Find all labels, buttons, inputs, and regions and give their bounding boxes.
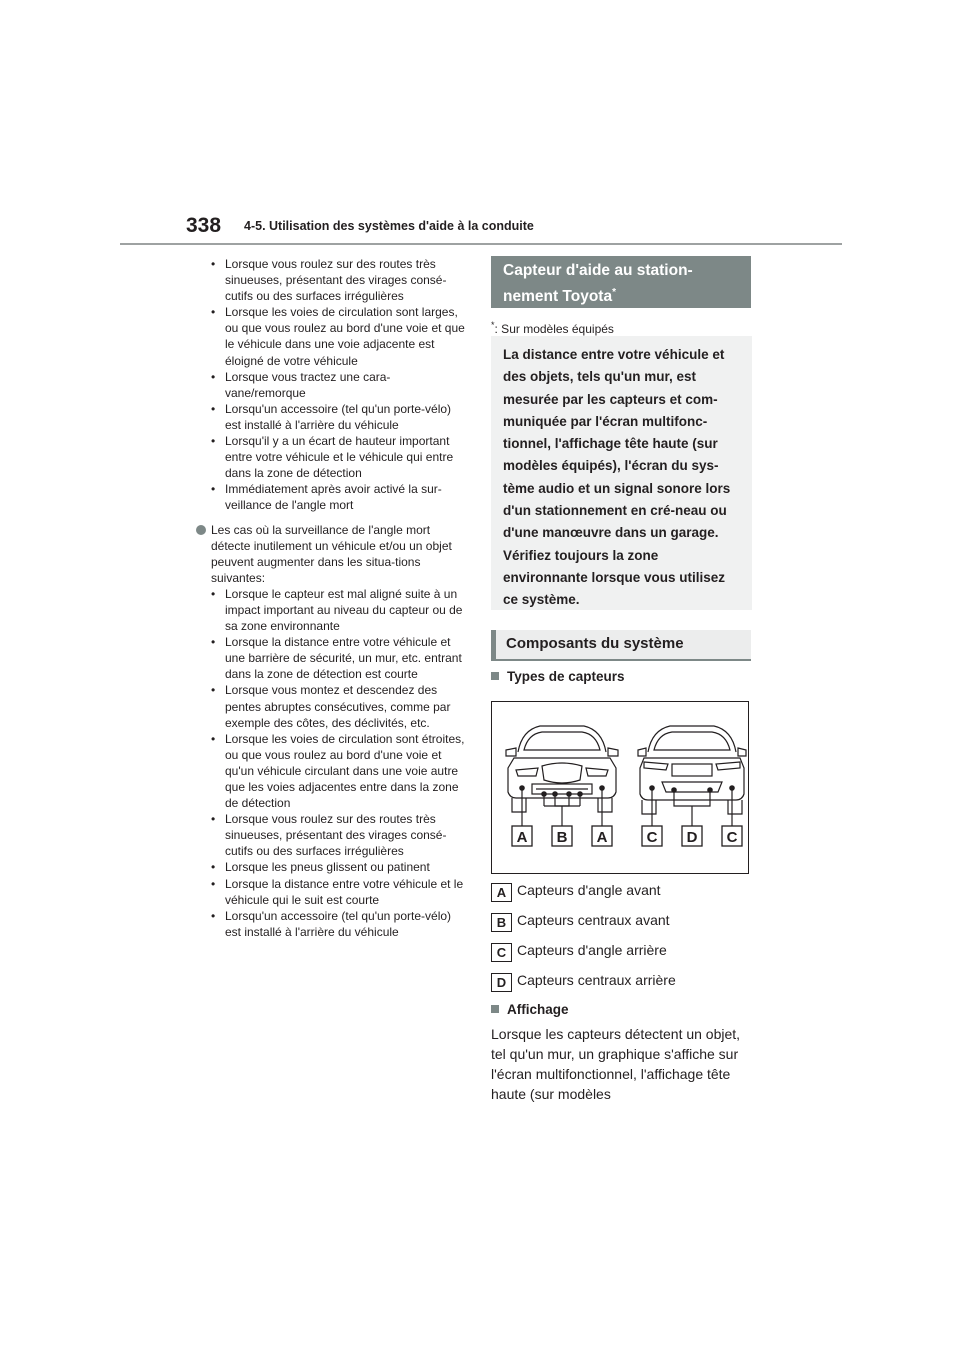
legend-item-c xyxy=(491,942,667,962)
legend-key: C xyxy=(491,943,512,962)
list-item: • Lorsque vous roulez sur des routes très sinueuses, présentant des virages consé-cutifs ou des surfaces irrégulières xyxy=(211,811,469,859)
circle-bullet-icon xyxy=(196,525,206,535)
figure-label-c-right xyxy=(722,826,742,846)
footnote-mark: * xyxy=(491,320,495,330)
legend-text: Capteurs centraux avant xyxy=(517,912,670,928)
list-item: • Immédiatement après avoir activé la sur-veillance de l'angle mort xyxy=(211,481,469,513)
display-paragraph: Lorsque les capteurs détectent un objet, tel qu'un mur, un graphique s'affiche sur l'écran multifonctionnel, l'affichage tête haute (sur modèles xyxy=(491,1026,741,1102)
legend-item-d xyxy=(491,972,676,992)
left-column xyxy=(211,256,469,940)
components-heading: Composants du système xyxy=(491,630,751,661)
legend-key: A xyxy=(491,883,512,902)
car-illustration xyxy=(492,702,748,873)
figure-label: C xyxy=(646,829,658,846)
page-number: 338 xyxy=(186,214,222,237)
summary-box: La distance entre votre véhicule et des objets, tels qu'un mur, est mesurée par les capteurs et com-muniquée par l'écran multifonc-tionnel, l'affichage tête haute (sur modèles équipés), l'écran du sys-tème audio et un signal sonore lors d'un stationnement en cré-neau ou d'une manœuvre dans un garage. Vérifiez toujours la zone environnante lorsque vous utilisez ce système. xyxy=(491,336,752,610)
figure-label: B xyxy=(556,829,568,846)
figure-label-a-left xyxy=(512,826,532,846)
legend-key: B xyxy=(491,913,512,932)
header-rule xyxy=(120,243,842,245)
display-label: Affichage xyxy=(507,1002,569,1017)
list-item: • Lorsque vous tractez une cara-vane/remorque xyxy=(211,369,469,401)
list-item: • Lorsque vous montez et descendez des pentes abruptes consécutives, comme par exemple des côtes, des déclivités, etc. xyxy=(211,682,469,730)
legend-item-b xyxy=(491,912,670,932)
legend-text: Capteurs d'angle avant xyxy=(517,882,661,898)
figure-label-d xyxy=(682,826,702,846)
circle-paragraph xyxy=(211,522,469,586)
figure-label-b xyxy=(552,826,572,846)
section-title-box xyxy=(491,256,751,308)
legend-key: D xyxy=(491,973,512,992)
list-item: • Lorsque vous roulez sur des routes très sinueuses, présentant des virages consé-cutifs ou des surfaces irrégulières xyxy=(211,256,469,304)
section-title: Capteur d'aide au station-nement Toyota xyxy=(503,262,693,306)
figure-label: D xyxy=(686,829,698,846)
list-item: • Lorsqu'un accessoire (tel qu'un porte-vélo) est installé à l'arrière du véhicule xyxy=(211,401,469,433)
list-item: • Lorsque le capteur est mal aligné suite à un impact important au niveau du capteur ou de sa zone environnante xyxy=(211,586,469,634)
list-item: • Lorsque les pneus glissent ou patinent xyxy=(211,859,469,875)
footnote-text: : Sur modèles équipés xyxy=(494,322,614,336)
title-footnote-mark: * xyxy=(612,287,616,298)
legend-text: Capteurs d'angle arrière xyxy=(517,942,667,958)
sensor-figure xyxy=(491,701,749,874)
list-item: • Lorsque les voies de circulation sont larges, ou que vous roulez au bord d'une voie et que le véhicule dans une voie adjacente est éloigné de votre véhicule xyxy=(211,304,469,368)
square-bullet-icon xyxy=(491,672,499,680)
list-item: • Lorsque la distance entre votre véhicule et une barrière de sécurité, un mur, etc. entrant dans la zone de détection est courte xyxy=(211,634,469,682)
bullet-list-1 xyxy=(211,256,469,514)
list-item: • Lorsque les voies de circulation sont étroites, ou que vous roulez au bord d'une voie et qu'un véhicule circulant dans une voie autre que les voies adjacentes entre dans la zone de détection xyxy=(211,731,469,811)
legend-item-a xyxy=(491,882,661,902)
list-item: • Lorsque la distance entre votre véhicule et le véhicule qui le suit est courte xyxy=(211,876,469,908)
paragraph-text: Les cas où la surveillance de l'angle mort détecte inutilement un véhicule et/ou un objet peuvent augmenter dans les situa-tions suivantes: xyxy=(211,522,452,585)
figure-label: A xyxy=(596,829,608,846)
front-car-icon xyxy=(506,726,618,826)
bullet-list-2 xyxy=(211,586,469,940)
footnote xyxy=(491,320,614,336)
display-heading xyxy=(491,1002,569,1017)
running-header: 4-5. Utilisation des systèmes d'aide à la conduite xyxy=(244,219,534,233)
list-item: • Lorsqu'il y a un écart de hauteur important entre votre véhicule et le véhicule qui entre dans la zone de détection xyxy=(211,433,469,481)
figure-label: C xyxy=(726,829,738,846)
square-bullet-icon xyxy=(491,1005,499,1013)
figure-label: A xyxy=(516,829,528,846)
sensor-types-heading xyxy=(491,669,625,684)
legend-text: Capteurs centraux arrière xyxy=(517,972,676,988)
sensor-types-label: Types de capteurs xyxy=(507,669,625,684)
figure-label-a-right xyxy=(592,826,612,846)
rear-car-icon xyxy=(638,726,746,826)
list-item: • Lorsqu'un accessoire (tel qu'un porte-vélo) est installé à l'arrière du véhicule xyxy=(211,908,469,940)
figure-label-c-left xyxy=(642,826,662,846)
